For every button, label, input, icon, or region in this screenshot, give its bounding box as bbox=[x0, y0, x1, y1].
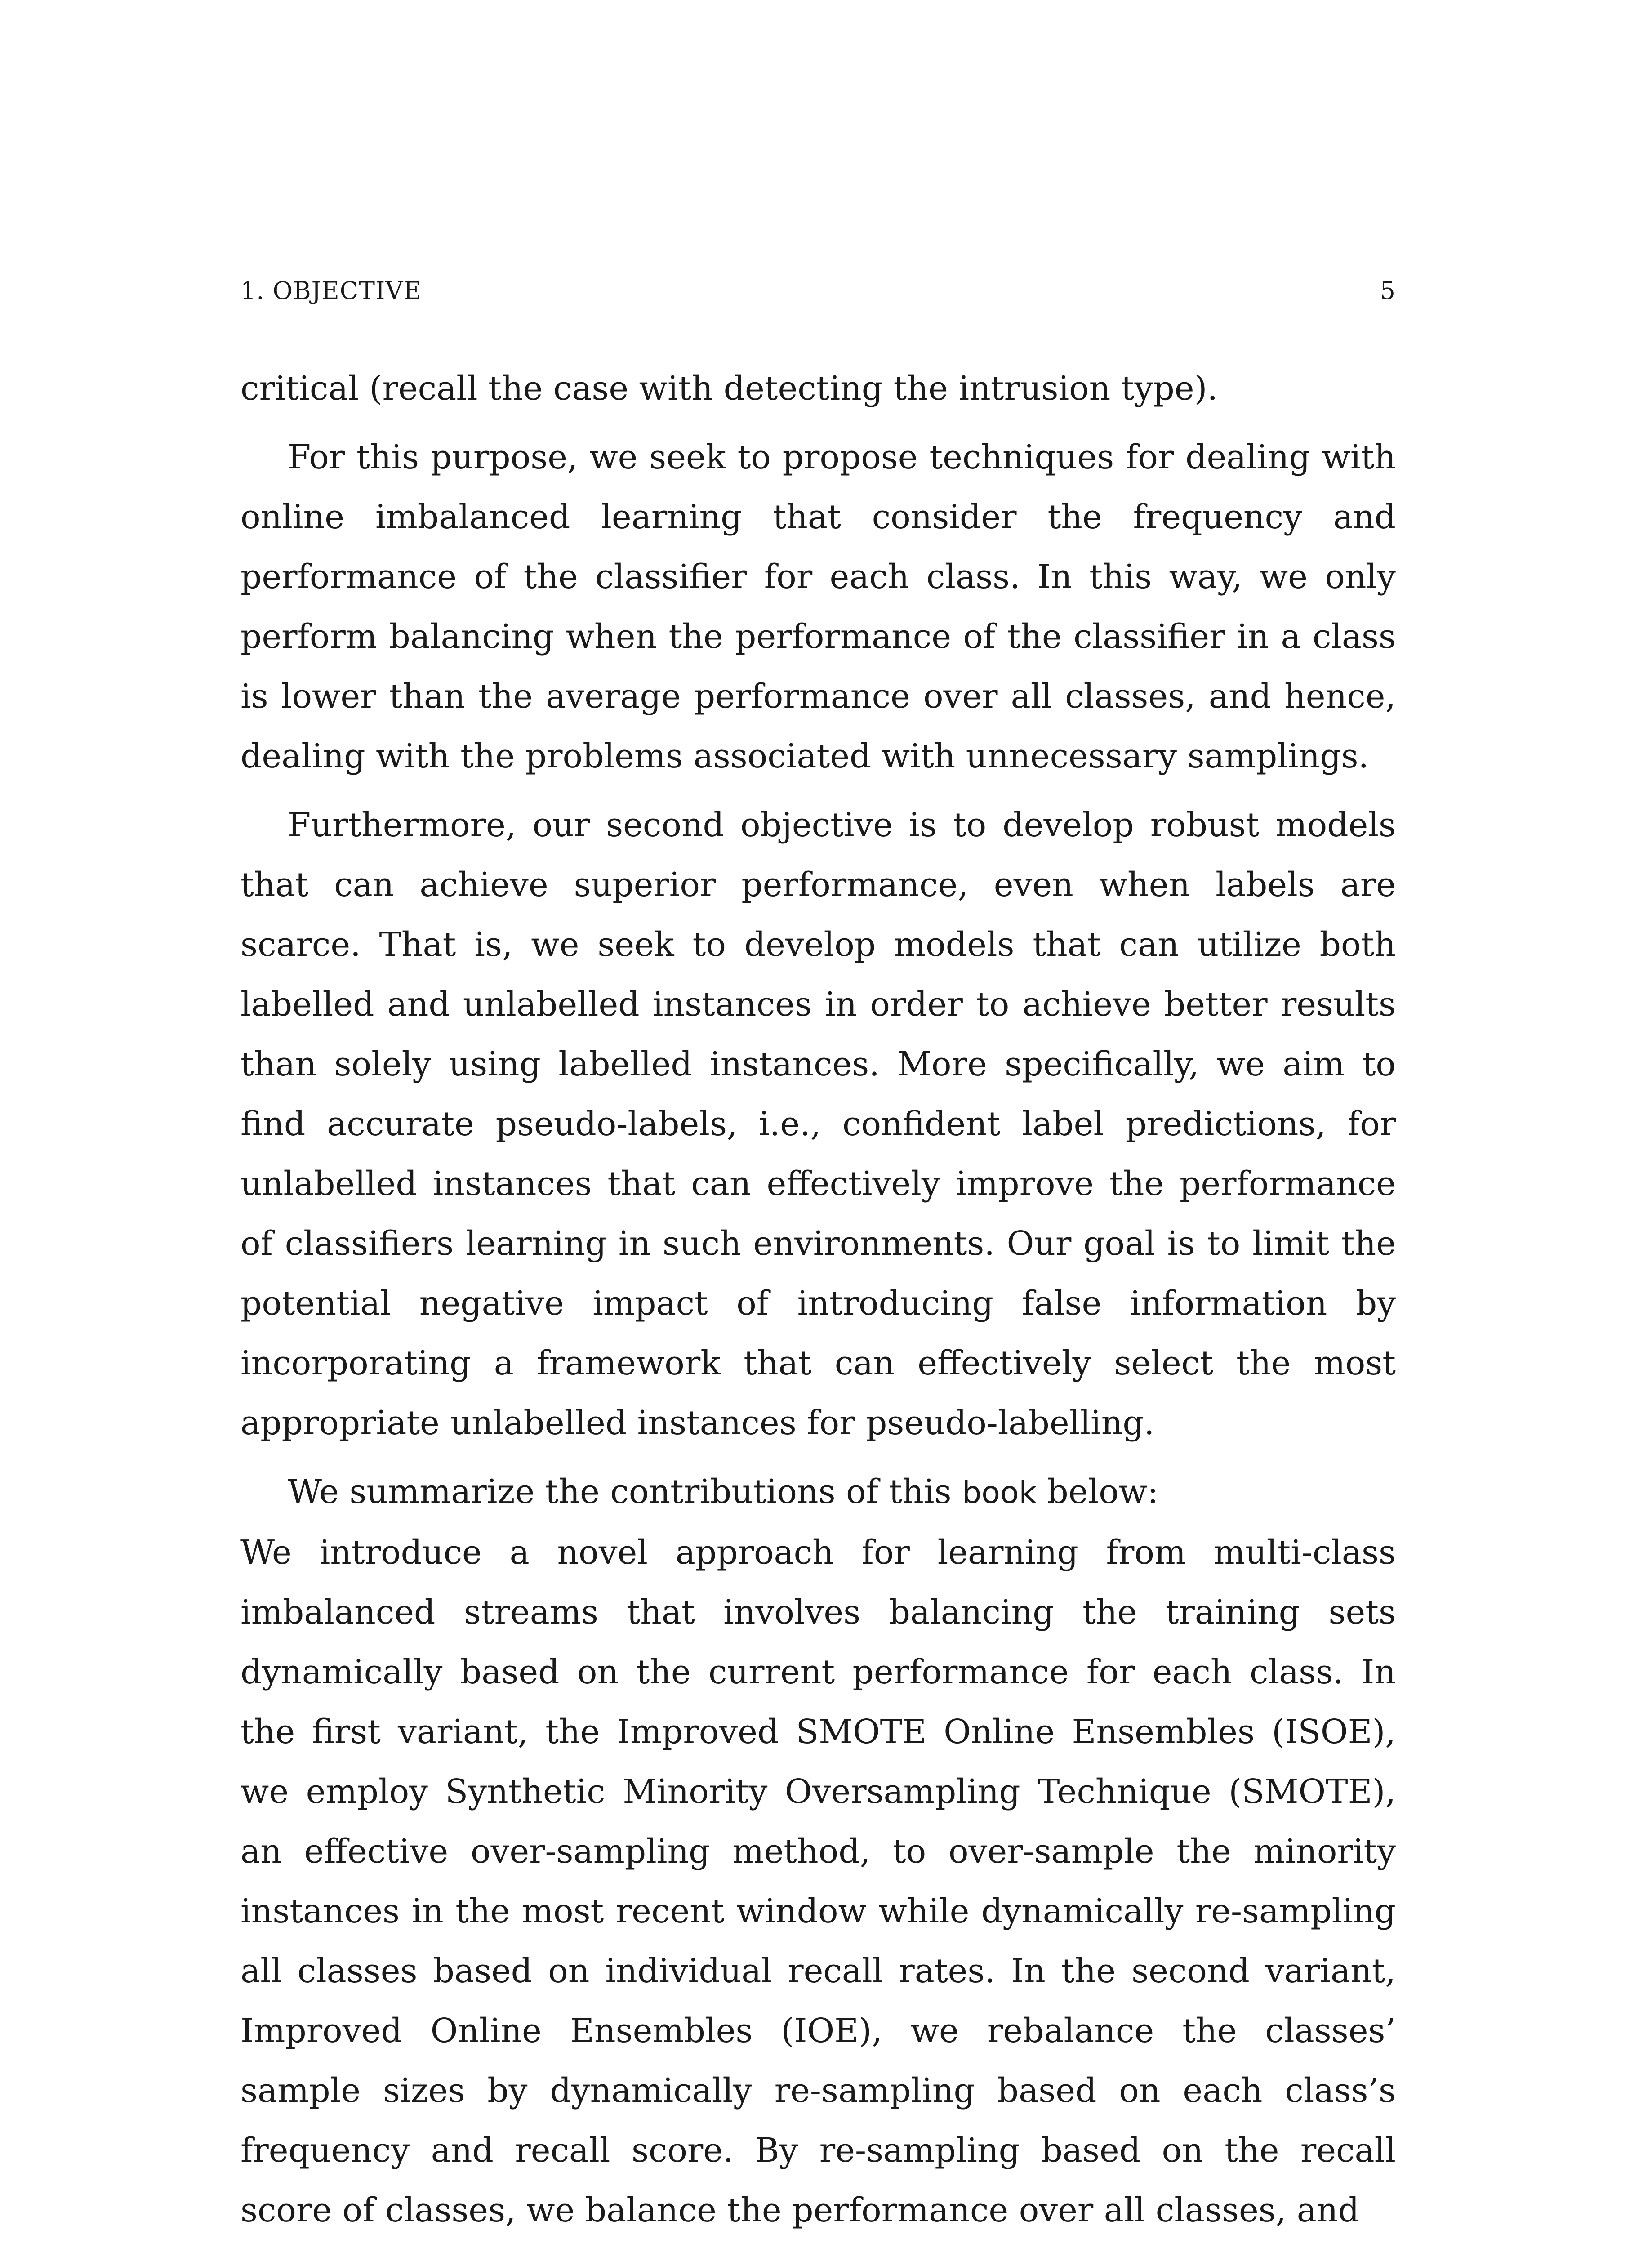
body-text bbox=[240, 359, 1396, 2240]
paragraph-continuation: critical (recall the case with detecting the intrusion type). bbox=[240, 369, 1218, 408]
contributions-intro-after: below: bbox=[1036, 1472, 1159, 1511]
page-number: 5 bbox=[1380, 277, 1396, 305]
paragraph-purpose: For this purpose, we seek to propose techniques for dealing with online imbalanced learning that consider the frequency and performance of the classifier for each class. In this way, we only perform balancing when the performance of the classifier in a class is lower than the average performance over all classes, and hence, dealing with the problems associated with unnecessary samplings. bbox=[240, 438, 1396, 776]
contributions-intro-before: We summarize the contributions of this bbox=[288, 1472, 962, 1511]
paragraph-contribution-first: We introduce a novel approach for learning from multi-class imbalanced streams that involves balancing the training sets dynamically based on the current performance for each class. In the first variant, the Improved SMOTE Online Ensembles (ISOE), we employ Synthetic Minority Oversampling Technique (SMOTE), an effective over-sampling method, to over-sample the minority instances in the most recent window while dynamically re-sampling all classes based on individual recall rates. In the second variant, Improved Online Ensembles (IOE), we rebalance the classes’ sample sizes by dynamically re-sampling based on each class’s frequency and recall score. By re-sampling based on the recall score of classes, we balance the performance over all classes, and bbox=[240, 1533, 1396, 2230]
paragraph-contributions-intro bbox=[240, 1462, 1396, 1523]
running-header bbox=[240, 277, 1396, 312]
paragraph-second-objective: Furthermore, our second objective is to develop robust models that can achieve superior performance, even when labels are scarce. That is, we seek to develop models that can utilize both labelled and unlabelled instances in order to achieve better results than solely using labelled instances. More specifically, we aim to find accurate pseudo-labels, i.e., confident label predictions, for unlabelled instances that can effectively improve the performance of classifiers learning in such environments. Our goal is to limit the potential negative impact of introducing false information by incorporating a framework that can effectively select the most appropriate unlabelled instances for pseudo-labelling. bbox=[240, 806, 1396, 1442]
contributions-intro-book: book bbox=[962, 1475, 1037, 1511]
section-title: 1. OBJECTIVE bbox=[240, 277, 422, 305]
